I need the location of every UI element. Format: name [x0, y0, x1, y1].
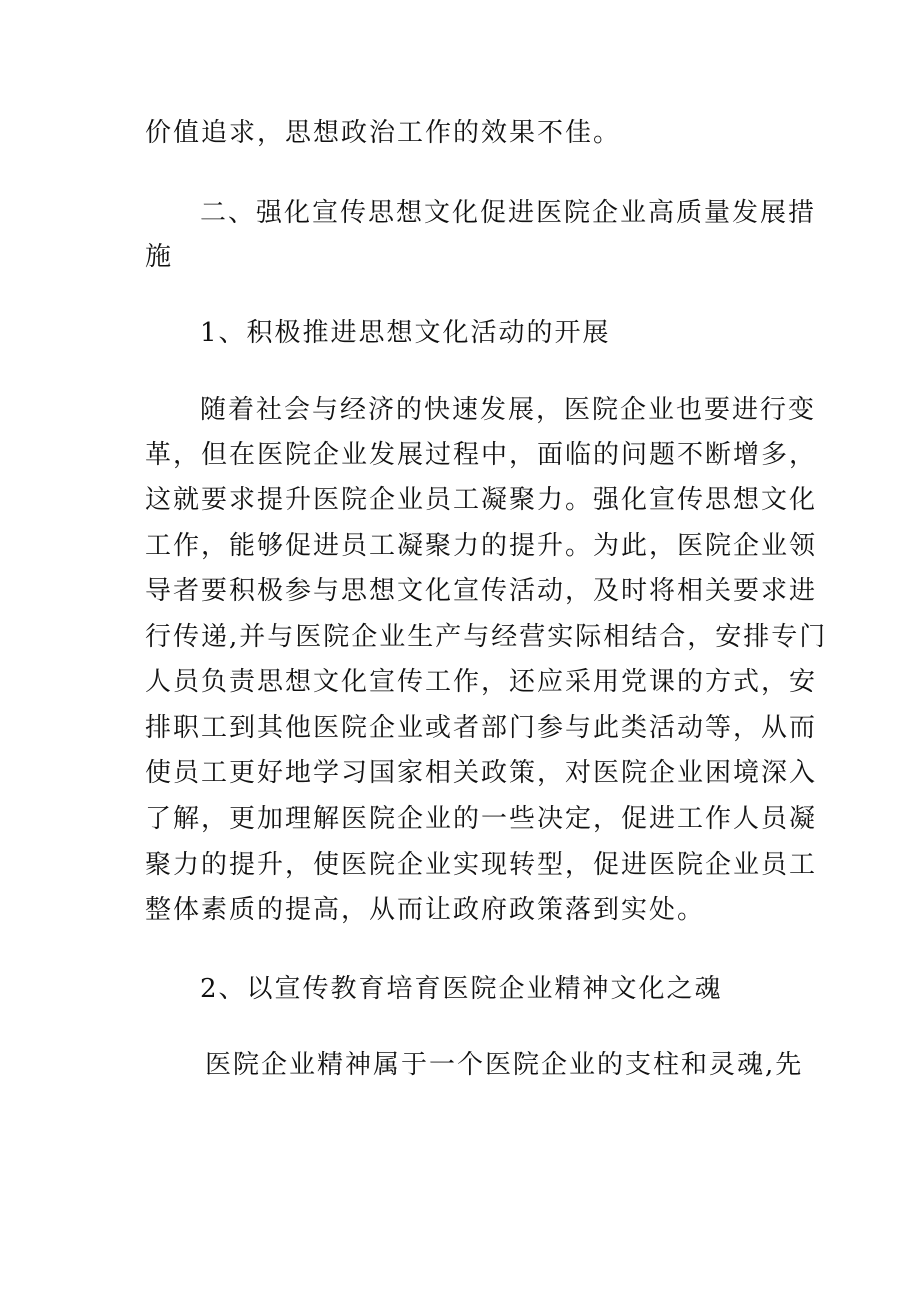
paragraph-line: 这就要求提升医院企业员工凝聚力。强化宣传思想文化 — [145, 485, 818, 515]
paragraph-line: 工作，能够促进员工凝聚力的提升。为此，医院企业领 — [145, 531, 818, 561]
paragraph-line: 价值追求，思想政治工作的效果不佳。 — [145, 118, 622, 148]
paragraph-line: 整体素质的提高，从而让政府政策落到实处。 — [145, 895, 706, 925]
paragraph-line: 了解，更加理解医院企业的一些决定，促进工作人员凝 — [145, 804, 818, 834]
paragraph-line: 使员工更好地学习国家相关政策，对医院企业困境深入 — [145, 758, 818, 788]
paragraph-line: 医院企业精神属于一个医院企业的支柱和灵魂,先 — [205, 1050, 804, 1080]
paragraph-line: 随着社会与经济的快速发展，医院企业也要进行变 — [200, 395, 817, 425]
paragraph-line: 排职工到其他医院企业或者部门参与此类活动等，从而 — [145, 713, 818, 743]
paragraph-line: 导者要积极参与思想文化宣传活动，及时将相关要求进 — [145, 576, 818, 606]
paragraph-line: 聚力的提升，使医院企业实现转型，促进医院企业员工 — [145, 850, 818, 880]
subsection-heading: 1、积极推进思想文化活动的开展 — [200, 318, 611, 348]
paragraph-line: 革，但在医院企业发展过程中，面临的问题不断增多， — [145, 440, 818, 470]
paragraph-line: 人员负责思想文化宣传工作，还应采用党课的方式，安 — [145, 667, 818, 697]
subsection-heading: 2、以宣传教育培育医院企业精神文化之魂 — [200, 974, 723, 1004]
section-heading-line: 二、强化宣传思想文化促进医院企业高质量发展措 — [200, 198, 817, 228]
section-heading-line: 施 — [145, 242, 174, 272]
paragraph-line: 行传递,并与医院企业生产与经营实际相结合，安排专门 — [145, 622, 828, 652]
